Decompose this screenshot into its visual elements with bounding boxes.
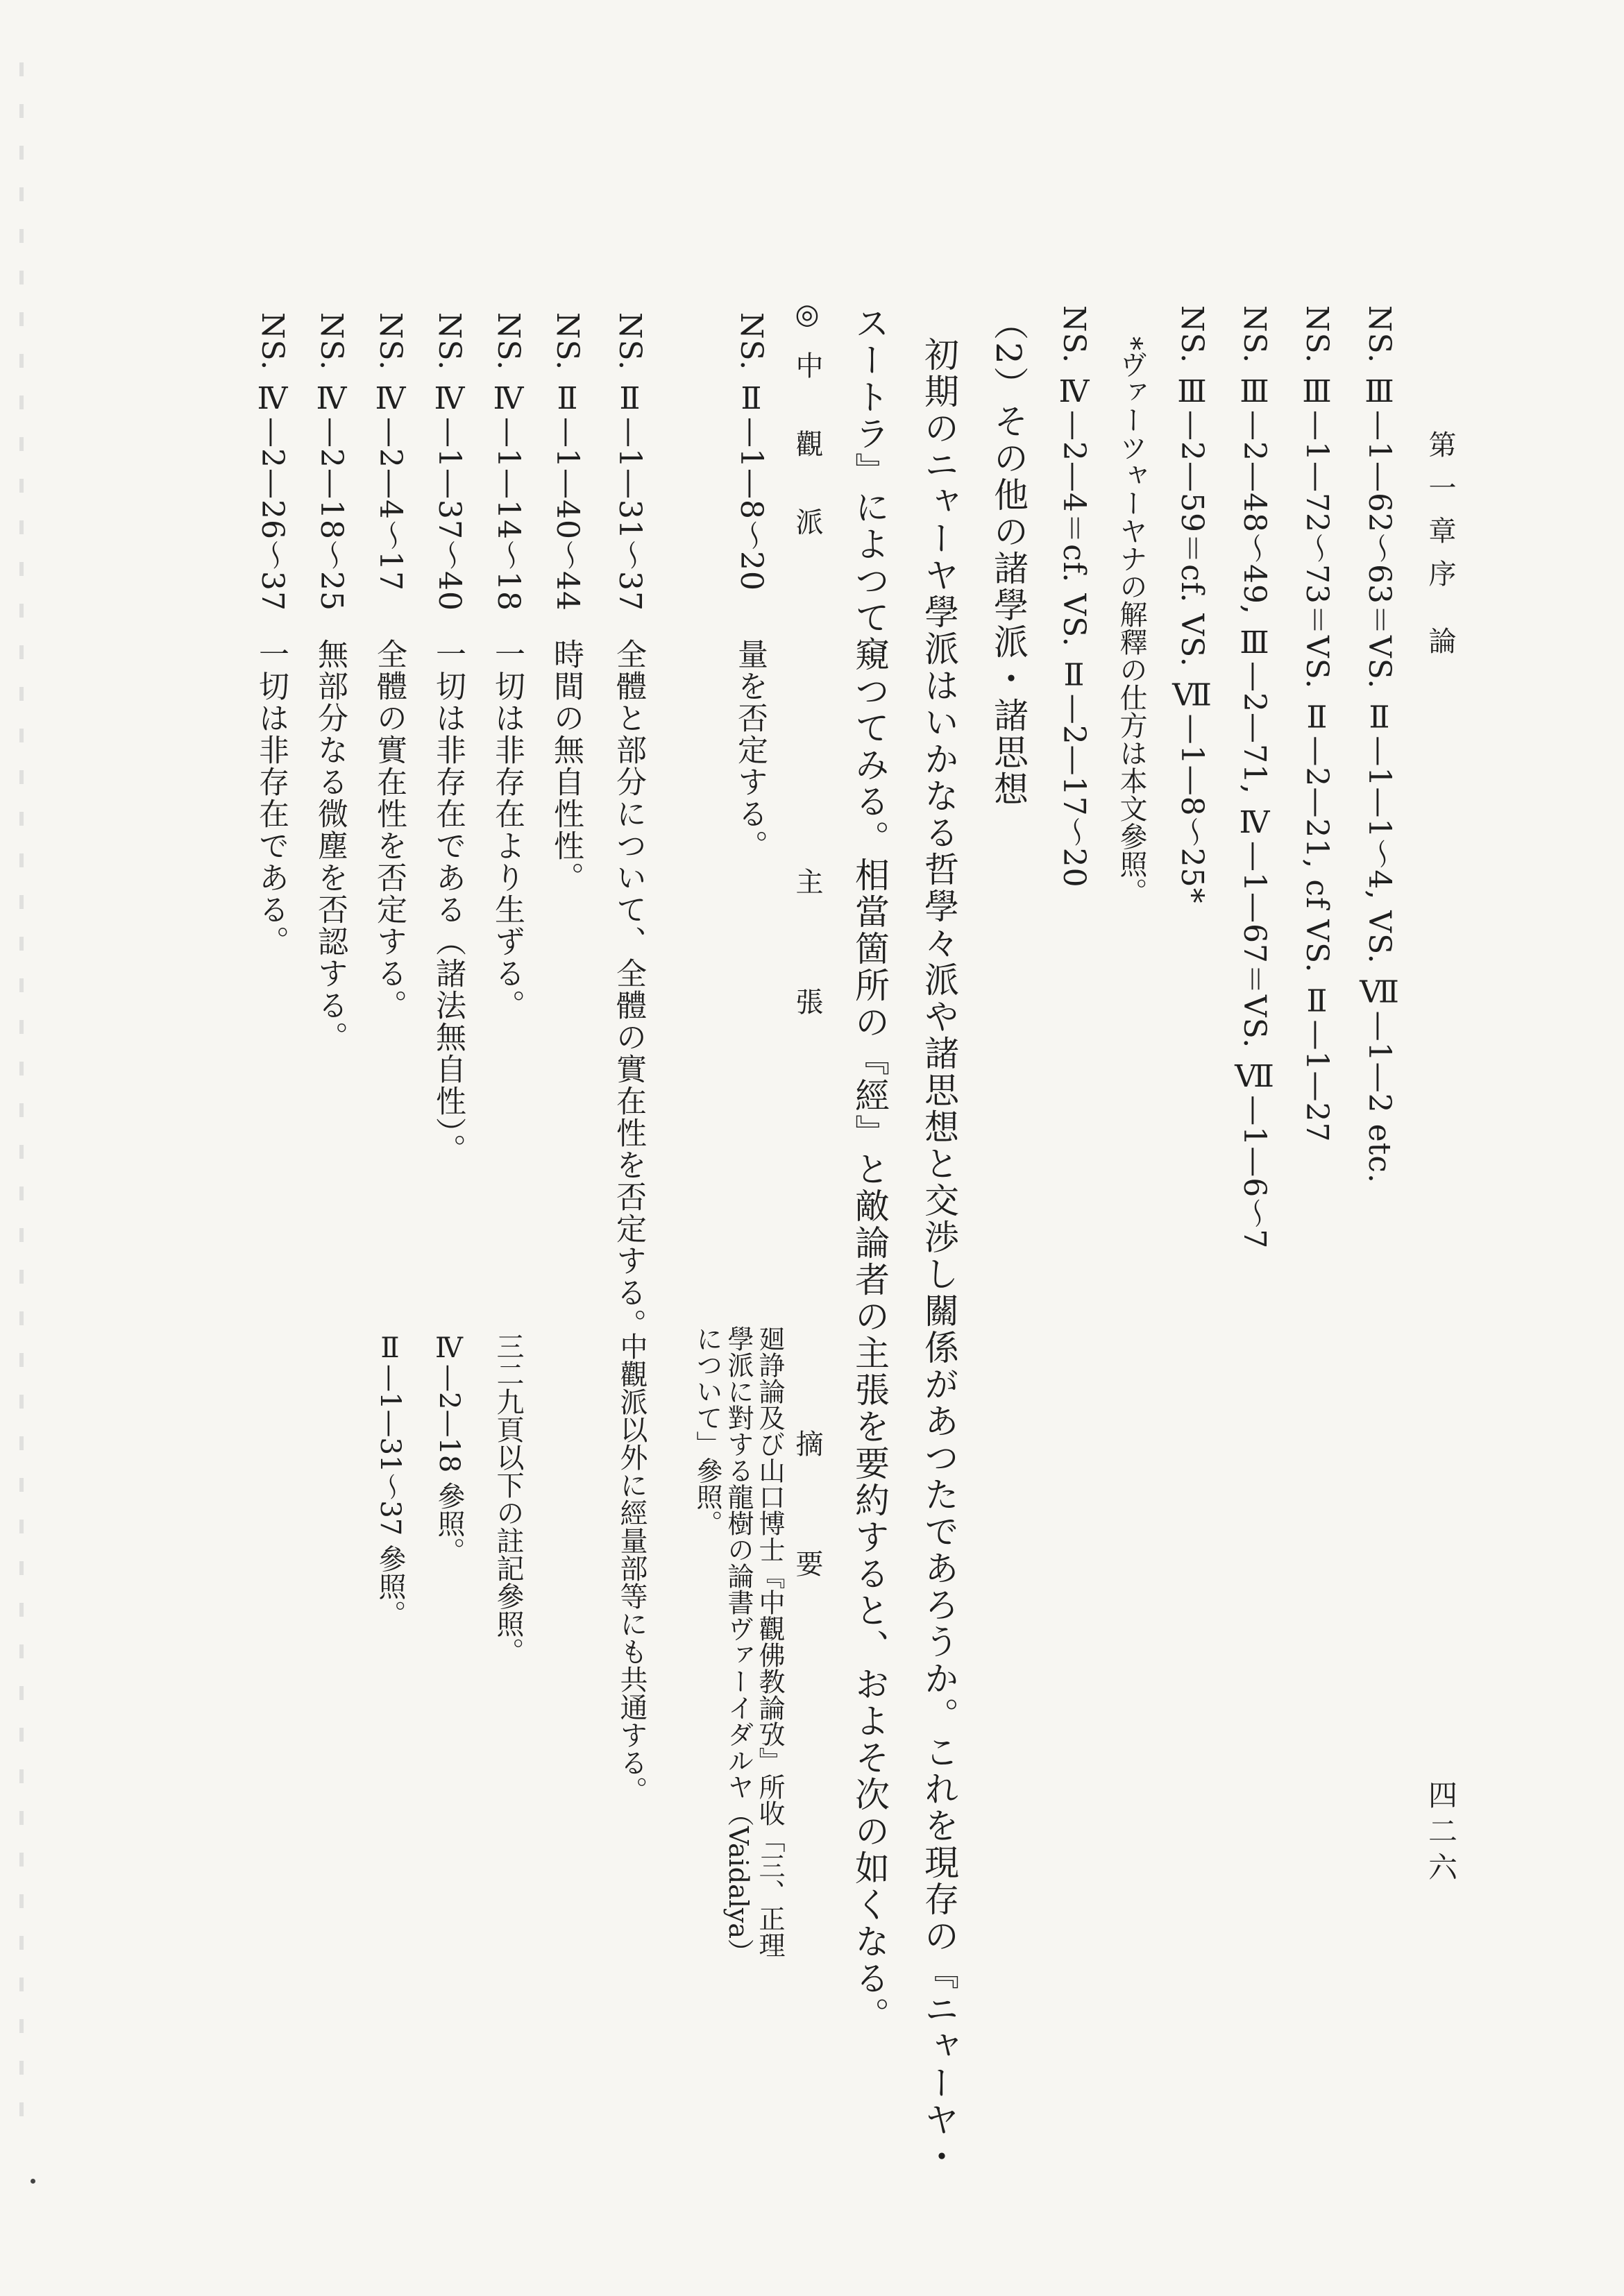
row-claim: 量を否定する。 — [732, 638, 768, 862]
row-claim: 一切は非存在である。 — [253, 638, 289, 958]
row-ref: NS. Ⅳ—1—14〜18 — [491, 312, 526, 612]
row-summary-line: Ⅱ—1—31〜37 參照。 — [374, 1332, 406, 1628]
row-claim: 一切は非存在である（諸法無自性）。 — [430, 638, 466, 1166]
ref-line-4: NS. Ⅲ—2—59＝cf. VS. Ⅶ—1—8〜25* — [1174, 305, 1210, 904]
row-ref: NS. Ⅳ—2—4〜17 — [373, 312, 408, 592]
paragraph-line-1: 初期のニャーヤ學派はいかなる哲學々派や諸思想と交渉し關係があつたであろうか。これを現存の『ニャーヤ・ — [919, 337, 959, 2175]
column-header-summary: 摘 要 — [791, 1429, 823, 1619]
ref-footnote: *ヴァーツャーヤナの解釋の仕方は本文參照。 — [1115, 337, 1147, 905]
column-header-claim: 主 張 — [791, 867, 823, 1057]
row-ref: NS. Ⅱ—1—40〜44 — [550, 312, 585, 612]
scan-edge-artifact — [19, 62, 24, 2144]
row-summary-line: 廻諍論及び山口博士『中觀佛教論攷』所收「三、正理 — [754, 1325, 785, 1958]
row-summary-line: について」參照。 — [692, 1325, 722, 1536]
row-summary-line: 三二九頁以下の註記參照。 — [492, 1332, 524, 1665]
row-claim: 一切は非存在より生ずる。 — [489, 638, 525, 1021]
column-header-school: ◎中 觀 派 — [791, 298, 823, 556]
row-summary-line: 學派に對する龍樹の論書ヴァーイダルヤ（Vaidalya） — [723, 1325, 754, 1966]
chapter-title: 第一章序 論 — [1424, 430, 1456, 670]
paragraph-line-2: スートラ』によつて窺つてみる。相當箇所の『經』と敵論者の主張を要約すると、およそ次の如くなる。 — [849, 305, 890, 2034]
row-claim: 時間の無自性性。 — [548, 638, 584, 894]
row-summary-line: 中觀派以外に經量部等にも共通する。 — [616, 1332, 648, 1804]
row-ref: NS. Ⅳ—2—18〜25 — [314, 312, 349, 612]
row-claim: 全體と部分について、全體の實在性を否定する。 — [611, 638, 646, 1341]
row-claim: 無部分なる微塵を否認する。 — [312, 638, 348, 1053]
row-claim: 全體の實在性を否定する。 — [371, 638, 407, 1021]
row-ref: NS. Ⅱ—1—8〜20 — [734, 312, 769, 592]
ref-line-5: NS. Ⅳ—2—4＝cf. VS. Ⅱ—2—17〜20 — [1056, 305, 1092, 888]
row-ref: NS. Ⅱ—1—31〜37 — [612, 312, 648, 612]
ref-line-1: NS. Ⅲ—1—62〜63＝VS. Ⅱ—1—1〜4, VS. Ⅶ—1—2 etc. — [1362, 305, 1397, 1184]
ref-line-2: NS. Ⅲ—1—72〜73＝VS. Ⅱ—2—21, cf VS. Ⅱ—1—27 — [1299, 305, 1335, 1143]
ref-line-3: NS. Ⅲ—2—48〜49, Ⅲ—2—71, Ⅳ—1—67＝VS. Ⅶ—1—6〜7 — [1237, 305, 1272, 1250]
section-heading: （2）その他の諸學派・諸思想 — [988, 305, 1029, 808]
row-summary-line: Ⅳ—2—18 參照。 — [433, 1332, 465, 1565]
page-number: 四二六 — [1424, 1780, 1458, 1888]
row-ref: NS. Ⅳ—2—26〜37 — [255, 312, 290, 612]
row-ref: NS. Ⅳ—1—37〜40 — [432, 312, 467, 612]
scan-dot — [31, 2179, 35, 2184]
